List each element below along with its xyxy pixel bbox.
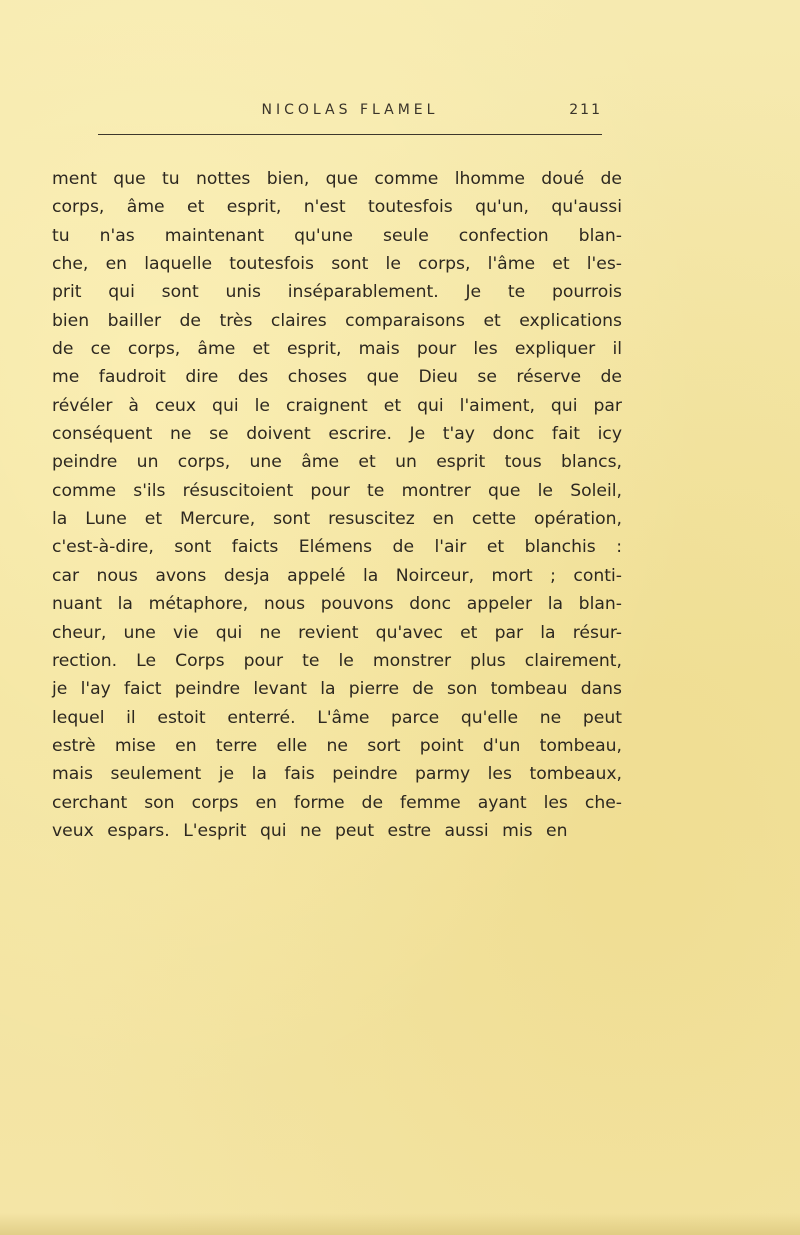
running-title: NICOLAS FLAMEL	[261, 102, 439, 118]
text-line: tu n'as maintenant qu'une seule confection blan-	[52, 225, 622, 246]
text-line: ment que tu nottes bien, que comme lhomme doué de	[52, 169, 622, 189]
text-line: corps, âme et esprit, n'est toutesfois qu'un, qu'aussi	[52, 197, 622, 218]
text-line: cerchant son corps en forme de femme ayant les che-	[52, 792, 622, 813]
text-line: me faudroit dire des choses que Dieu se réserve de	[52, 367, 622, 388]
page-number: 211	[569, 102, 602, 118]
text-line: rection. Le Corps pour te le monstrer plus clairement,	[52, 650, 622, 671]
text-line: prit qui sont unis inséparablement. Je te pourrois	[52, 282, 622, 303]
text-line: mais seulement je la fais peindre parmy les tombeaux,	[52, 764, 622, 785]
text-line: veux espars. L'esprit qui ne peut estre aussi mis en	[52, 820, 568, 841]
page-bottom-edge	[0, 1213, 800, 1235]
running-head	[98, 102, 602, 128]
text-line: lequel il estoit enterré. L'âme parce qu'elle ne peut	[52, 707, 622, 728]
text-line: la Lune et Mercure, sont resuscitez en cette opération,	[52, 509, 622, 530]
text-line: comme s'ils résuscitoient pour te montrer que le Soleil,	[52, 480, 622, 501]
text-line: de ce corps, âme et esprit, mais pour les expliquer il	[52, 339, 622, 360]
text-line: révéler à ceux qui le craignent et qui l'aiment, qui par	[52, 395, 622, 416]
body-paragraph	[52, 165, 622, 845]
text-line: car nous avons desja appelé la Noirceur, mort ; conti-	[52, 565, 622, 586]
text-line: bien bailler de très claires comparaisons et explications	[52, 310, 622, 331]
header-rule	[98, 134, 602, 135]
text-line: cheur, une vie qui ne revient qu'avec et par la résur-	[52, 622, 622, 643]
text-line: conséquent ne se doivent escrire. Je t'ay donc fait icy	[52, 424, 622, 445]
text-line: c'est-à-dire, sont faicts Elémens de l'air et blanchis :	[52, 537, 622, 558]
text-line: je l'ay faict peindre levant la pierre de son tombeau dans	[52, 679, 622, 700]
text-line: che, en laquelle toutesfois sont le corps, l'âme et l'es-	[52, 254, 622, 275]
text-line: peindre un corps, une âme et un esprit tous blancs,	[52, 452, 622, 473]
text-line: estrè mise en terre elle ne sort point d'un tombeau,	[52, 735, 622, 756]
text-line: nuant la métaphore, nous pouvons donc appeler la blan-	[52, 594, 622, 615]
